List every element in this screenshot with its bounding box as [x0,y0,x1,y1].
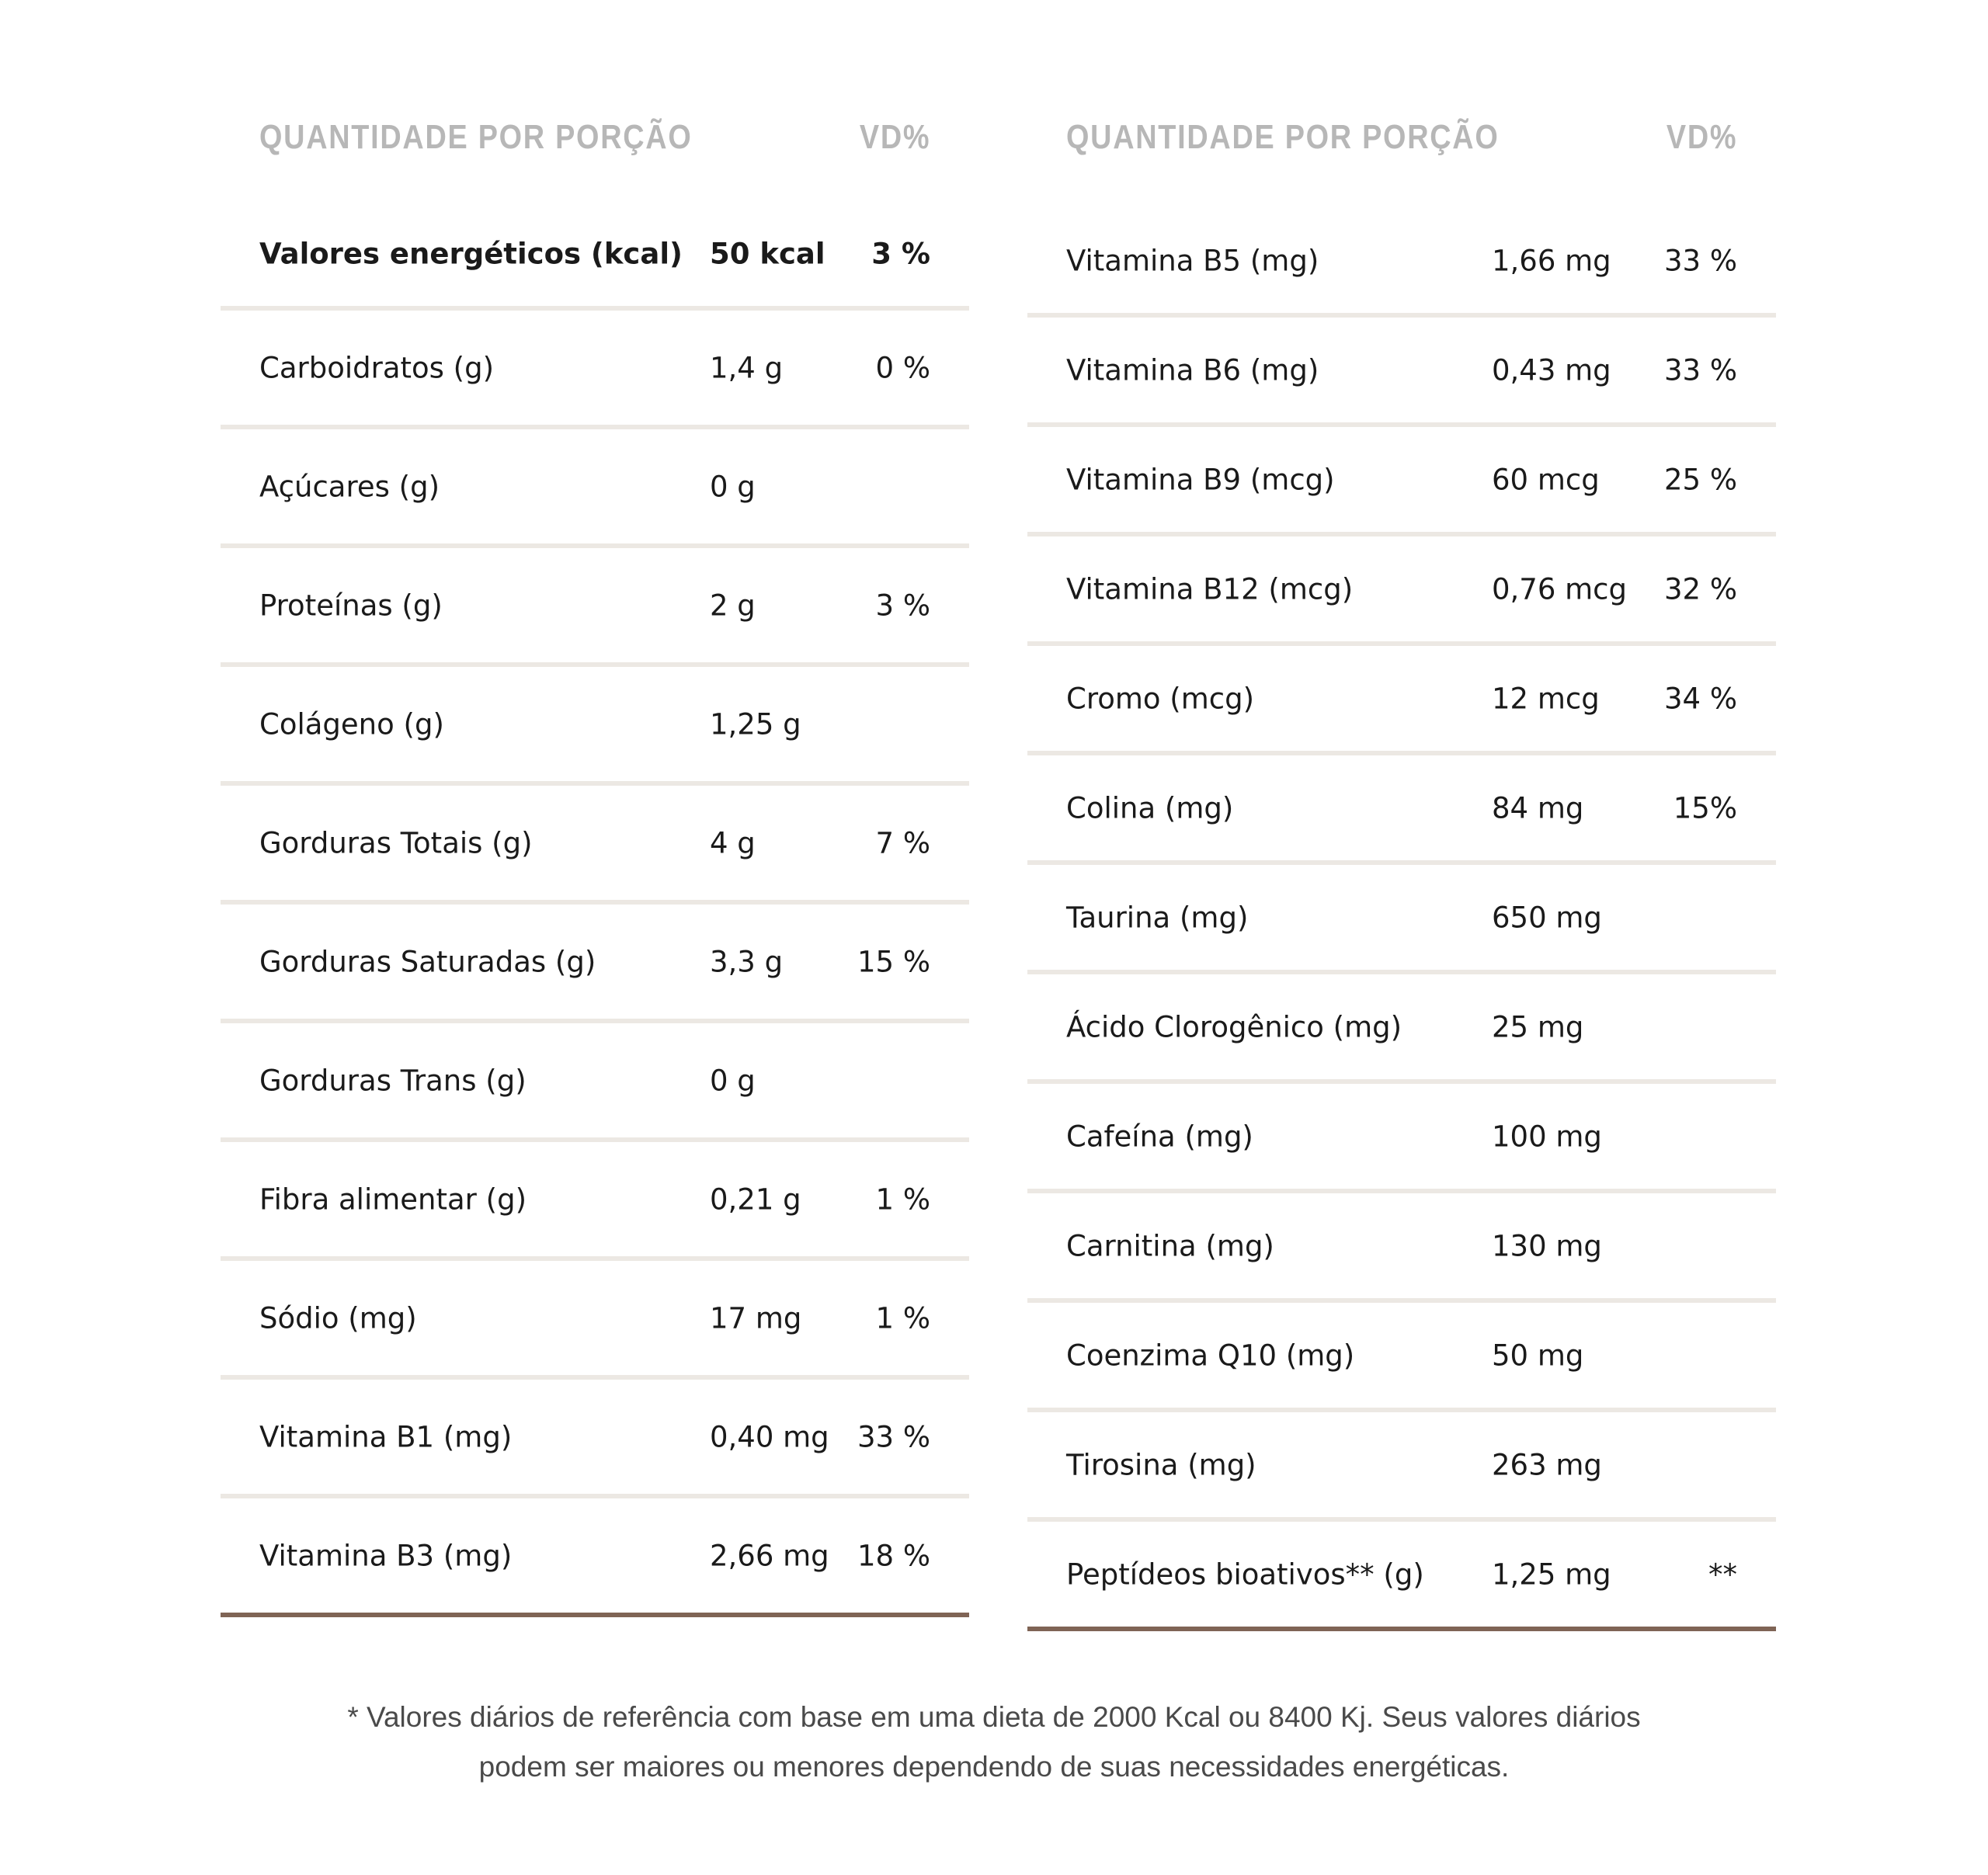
table-row [221,1142,969,1261]
table-row [221,905,969,1023]
nutrient-amount: 25 mg [1492,1010,1584,1043]
header-label: QUANTIDADE POR PORÇÃO [1066,118,1500,156]
nutrition-table-right [1027,109,1776,1591]
nutrient-name: Vitamina B1 (mg) [259,1420,513,1453]
nutrient-amount: 2 g [710,589,756,622]
footnote-line-1: * Valores diários de referência com base em uma dieta de 2000 Kcal ou 8400 Kj. Seus valores diários [347,1701,1641,1733]
nutrient-amount: 130 mg [1492,1229,1602,1262]
nutrient-amount: 50 kcal [710,237,825,271]
nutrient-vd: 25 % [1664,463,1737,496]
nutrient-amount: 12 mcg [1492,682,1600,715]
nutrient-amount: 1,66 mg [1492,244,1611,277]
table-row [1027,865,1776,974]
nutrient-vd: 0 % [875,351,930,384]
footnote-line-2: podem ser maiores ou menores dependendo de suas necessidades energéticas. [478,1751,1510,1783]
nutrient-name: Coenzima Q10 (mg) [1066,1339,1355,1372]
nutrient-name: Colágeno (g) [259,707,444,741]
nutrition-table-left [221,109,969,1572]
table-header [1027,109,1776,165]
nutrient-name: Vitamina B5 (mg) [1066,244,1319,277]
nutrient-vd: 3 % [875,589,930,622]
nutrient-name: Tirosina (mg) [1066,1448,1256,1481]
header-vd: VD% [859,118,930,156]
nutrient-vd: 33 % [857,1420,930,1453]
nutrient-vd: 34 % [1664,682,1737,715]
nutrient-amount: 0,43 mg [1492,353,1611,387]
nutrient-vd: ** [1708,1557,1737,1591]
header-vd: VD% [1666,118,1737,156]
nutrient-vd: 1 % [875,1301,930,1335]
nutrient-amount: 17 mg [710,1301,802,1335]
nutrient-vd: 1 % [875,1182,930,1216]
nutrient-name: Gorduras Trans (g) [259,1064,527,1097]
nutrient-vd: 33 % [1664,353,1737,387]
table-row [1027,974,1776,1084]
table-row [1027,1303,1776,1412]
table-row [1027,1193,1776,1303]
nutrient-name: Sódio (mg) [259,1301,417,1335]
table-row [221,667,969,786]
table-row [221,1498,969,1617]
nutrient-vd: 33 % [1664,244,1737,277]
nutrient-vd: 32 % [1664,572,1737,606]
nutrient-name: Carboidratos (g) [259,351,495,384]
table-row [1027,1412,1776,1522]
table-row [1027,755,1776,865]
table-row [221,1380,969,1498]
nutrient-vd: 15 % [857,945,930,978]
nutrient-vd: 18 % [857,1539,930,1572]
nutrient-name: Vitamina B6 (mg) [1066,353,1319,387]
nutrient-amount: 2,66 mg [710,1539,829,1572]
nutrient-name: Valores energéticos (kcal) [259,237,683,271]
nutrient-amount: 100 mg [1492,1120,1602,1153]
nutrient-vd: 7 % [875,826,930,859]
table-row [1027,208,1776,318]
nutrient-name: Colina (mg) [1066,791,1234,825]
nutrient-vd: 15% [1673,791,1737,825]
nutrient-amount: 0,76 mcg [1492,572,1628,606]
nutrient-name: Açúcares (g) [259,470,440,503]
table-row [221,1261,969,1380]
nutrient-name: Gorduras Saturadas (g) [259,945,596,978]
nutrient-name: Ácido Clorogênico (mg) [1066,1010,1402,1043]
nutrient-amount: 0 g [710,1064,756,1097]
nutrient-amount: 60 mcg [1492,463,1600,496]
nutrient-amount: 263 mg [1492,1448,1602,1481]
table-row [1027,1522,1776,1631]
table-row [221,548,969,667]
table-row [1027,1084,1776,1193]
nutrient-amount: 1,25 mg [1492,1557,1611,1591]
nutrient-amount: 1,25 g [710,707,801,741]
nutrient-name: Peptídeos bioativos** (g) [1066,1557,1424,1591]
table-row [221,429,969,548]
table-row [221,786,969,905]
table-row [221,1023,969,1142]
footnote [0,1693,1988,1792]
table-row [1027,646,1776,755]
nutrient-name: Vitamina B12 (mcg) [1066,572,1354,606]
table-row [1027,536,1776,646]
table-row [221,202,969,311]
table-row [1027,318,1776,427]
nutrient-vd: 3 % [871,237,930,271]
nutrient-amount: 4 g [710,826,756,859]
nutrient-name: Vitamina B9 (mcg) [1066,463,1335,496]
nutrient-name: Taurina (mg) [1066,901,1249,934]
table-rows [1027,208,1776,1631]
nutrient-name: Fibra alimentar (g) [259,1182,527,1216]
nutrient-amount: 84 mg [1492,791,1584,825]
table-row [1027,427,1776,536]
nutrient-name: Carnitina (mg) [1066,1229,1274,1262]
nutrient-name: Vitamina B3 (mg) [259,1539,513,1572]
table-row [221,311,969,429]
nutrient-amount: 0,21 g [710,1182,801,1216]
nutrient-name: Proteínas (g) [259,589,443,622]
nutrient-amount: 0 g [710,470,756,503]
nutrient-name: Gorduras Totais (g) [259,826,533,859]
nutrient-amount: 3,3 g [710,945,784,978]
nutrient-amount: 50 mg [1492,1339,1584,1372]
table-header [221,109,969,165]
table-rows [221,202,969,1617]
nutrient-amount: 1,4 g [710,351,784,384]
header-label: QUANTIDADE POR PORÇÃO [259,118,693,156]
nutrient-amount: 650 mg [1492,901,1602,934]
nutrient-name: Cafeína (mg) [1066,1120,1253,1153]
nutrient-amount: 0,40 mg [710,1420,829,1453]
nutrient-name: Cromo (mcg) [1066,682,1255,715]
